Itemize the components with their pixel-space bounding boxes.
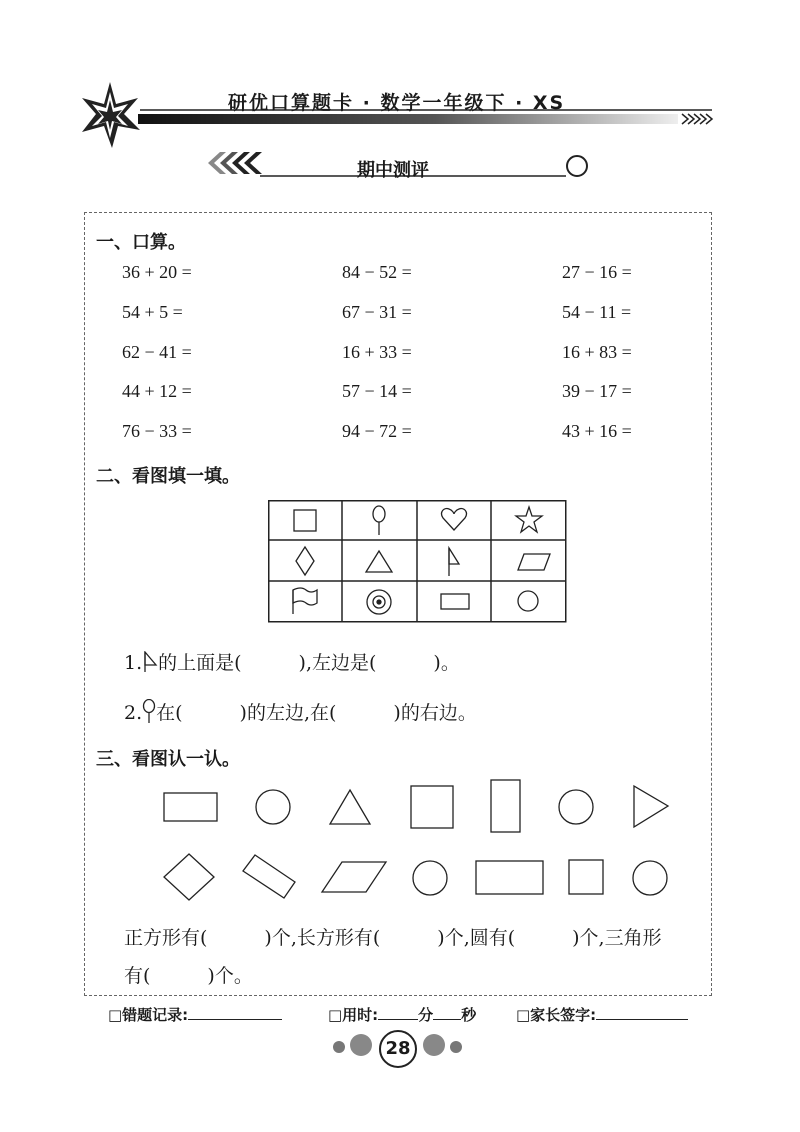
- diamond-shape: [164, 854, 214, 900]
- q3-line-1: 正方形有( )个,长方形有( )个,圆有( )个,三角形: [124, 927, 662, 949]
- shapes-to-count: [150, 776, 680, 906]
- problem: 62 − 41 =: [122, 342, 192, 362]
- heart-icon: [442, 509, 467, 530]
- circle-icon: [518, 591, 538, 611]
- pennant-icon: [449, 548, 459, 576]
- problem: 39 − 17 =: [562, 381, 632, 401]
- star-icon: [516, 507, 542, 532]
- balloon-icon: [142, 699, 156, 723]
- diamond-icon: [296, 547, 314, 575]
- triangle-icon: [366, 551, 392, 572]
- rectangle-shape: [476, 861, 543, 894]
- circle-shape: [256, 790, 290, 824]
- problem: 67 − 31 =: [342, 302, 412, 322]
- item-text: 在( )的左边,在( )的右边。: [156, 702, 477, 724]
- problem: 44 + 12 =: [122, 381, 192, 401]
- problem: 54 − 11 =: [562, 302, 632, 322]
- q2-item-1: [124, 648, 460, 675]
- errors-record: [108, 1004, 282, 1025]
- rectangle-shape: [164, 793, 217, 821]
- tilted-rectangle-shape: [243, 855, 295, 898]
- decor-dot: [333, 1041, 345, 1053]
- minutes-blank[interactable]: [378, 1005, 418, 1020]
- problem: 54 + 5 =: [122, 302, 183, 322]
- item-number: 2.: [124, 702, 143, 724]
- chevrons-right-icon: [682, 114, 712, 124]
- problem: 27 − 16 =: [562, 262, 632, 282]
- errors-label: □错题记录:: [108, 1006, 189, 1024]
- errors-blank[interactable]: [188, 1005, 282, 1020]
- q3-title: 三、看图认一认。: [96, 749, 240, 770]
- item-text: 的上面是( ),左边是( )。: [158, 652, 460, 674]
- problem: 76 − 33 =: [122, 421, 192, 441]
- time-used: [328, 1004, 476, 1025]
- decor-dot: [350, 1034, 372, 1056]
- shape-grid: [268, 500, 568, 624]
- circle-shape: [413, 861, 447, 895]
- problem: 94 − 72 =: [342, 421, 412, 441]
- ring-icon: [367, 590, 391, 614]
- problem: 84 − 52 =: [342, 262, 412, 282]
- problem: 16 + 33 =: [342, 342, 412, 362]
- square-icon: [294, 510, 316, 531]
- starburst-logo: [82, 82, 140, 148]
- circle-shape: [559, 790, 593, 824]
- parallelogram-icon: [518, 554, 550, 570]
- q3-line-2: 有( )个。: [124, 965, 253, 987]
- seconds-label: 秒: [461, 1006, 477, 1024]
- q2-title: 二、看图填一填。: [96, 466, 240, 487]
- triangle-shape: [330, 790, 370, 824]
- time-label: □用时:: [328, 1006, 379, 1024]
- tall-rectangle-shape: [491, 780, 520, 832]
- parallelogram-shape: [322, 862, 386, 892]
- decor-dot: [423, 1034, 445, 1056]
- problem: 16 + 83 =: [562, 342, 632, 362]
- problem: 36 + 20 =: [122, 262, 192, 282]
- rectangle-icon: [441, 594, 469, 609]
- circle-shape: [633, 861, 667, 895]
- flag-icon: [293, 588, 317, 614]
- square-shape: [411, 786, 453, 828]
- decor-dot: [450, 1041, 462, 1053]
- section-title: 期中测评: [357, 160, 429, 181]
- parent-label: □家长签字:: [516, 1006, 597, 1024]
- q1-title: 一、口算。: [96, 232, 186, 253]
- minutes-label: 分: [418, 1006, 434, 1024]
- problem: 43 + 16 =: [562, 421, 632, 441]
- right-triangle-shape: [634, 786, 668, 827]
- signature-blank[interactable]: [596, 1005, 688, 1020]
- balloon-icon: [373, 506, 385, 535]
- page-number: 28: [379, 1030, 417, 1068]
- q2-item-2: [124, 698, 477, 725]
- header-title: 研优口算题卡 · 数学一年级下 · XS: [228, 92, 566, 114]
- seconds-blank[interactable]: [433, 1005, 461, 1020]
- parent-signature: [516, 1004, 688, 1025]
- square-shape: [569, 860, 603, 894]
- problem: 57 − 14 =: [342, 381, 412, 401]
- item-number: 1.: [124, 652, 143, 674]
- pennant-icon: [142, 651, 158, 673]
- chevrons-left-icon: [208, 152, 262, 174]
